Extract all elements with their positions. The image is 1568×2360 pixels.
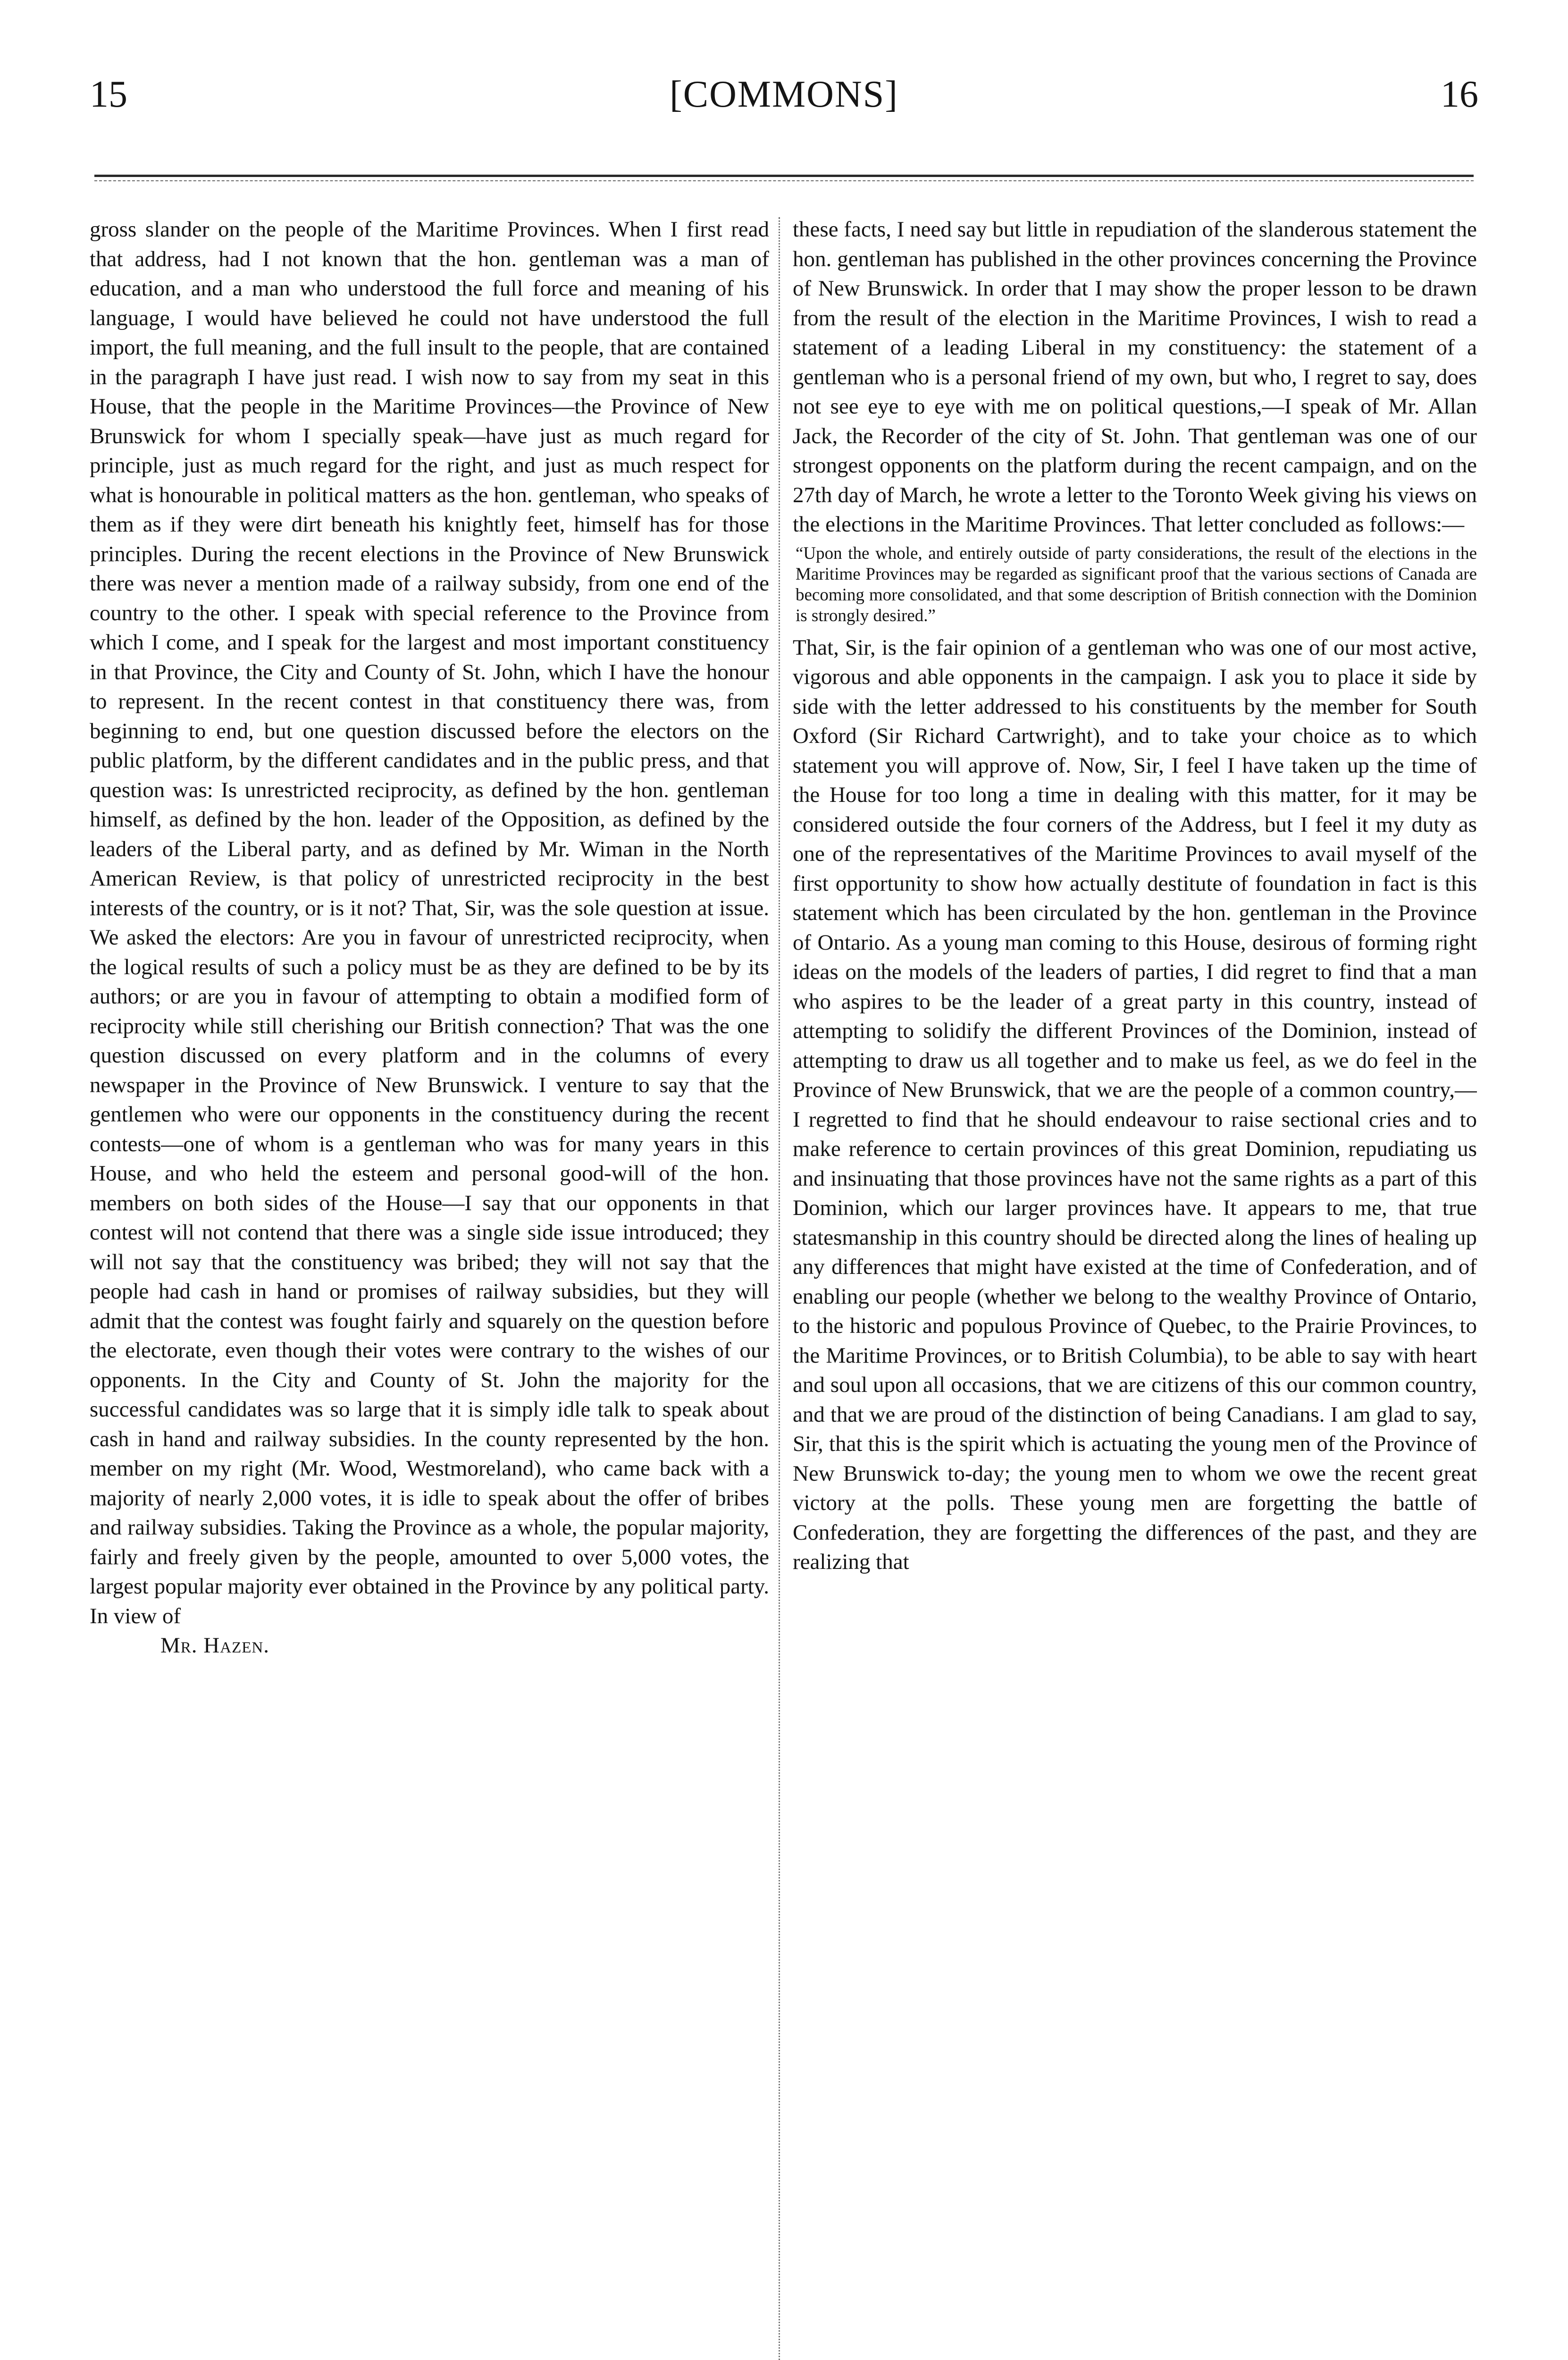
page-number-right: 16 [1441,74,1478,115]
right-column [793,215,1477,2360]
page-number-left: 15 [90,74,127,115]
block-quote: “Upon the whole, and entirely outside of party considerations, the result of the elections in the Maritime Provinces may be regarded as significant proof that the various sections of Canada are becoming more consolidated, and that some description of British connection with the Dominion is strongly desired.” [796,543,1477,625]
left-column-text: gross slander on the people of the Maritime Provinces. When I first read that address, had I not known that the hon. gentleman was a man of education, and a man who understood the full force and meaning of his language, I would have believed he could not have understood the full import, the full meaning, and the full insult to the people, that are contained in the paragraph I have just read. I wish now to say from my seat in this House, that the people in the Maritime Provinces—the Province of New Brunswick for whom I specially speak—have just as much regard for principle, just as much regard for the right, and just as much respect for what is honourable in political matters as the hon. gentleman, who speaks of them as if they were dirt beneath his knightly feet, himself has for those principles. During the recent elections in the Province of New Brunswick there was never a mention made of a railway subsidy, from one end of the country to the other. I speak with special reference to the Province from which I come, and I speak for the largest and most important constituency in that Province, the City and County of St. John, which I have the honour to represent. In the recent contest in that constituency there was, from beginning to end, but one question discussed before the electors on the public platform, by the different candidates and in the public press, and that question was: Is unrestricted reciprocity, as defined by the hon. gentleman himself, as defined by the hon. leader of the Opposition, as defined by the leaders of the Liberal party, and as defined by Mr. Wiman in the North American Review, is that policy of unrestricted reciprocity in the best interests of the country, or is it not? That, Sir, was the sole question at issue. We asked the electors: Are you in favour of unrestricted reciprocity, when the logical results of such a policy must be as they are defined to be by its authors; or are you in favour of attempting to obtain a modified form of reciprocity while still cherishing our British connection? That was the one question discussed on every platform and in the columns of every newspaper in the Province of New Brunswick. I venture to say that the gentlemen who were our opponents in the constituency during the recent contests—one of whom is a gentleman who was for many years in this House, and who held the esteem and personal good-will of the hon. members on both sides of the House—I say that our opponents in that contest will not contend that there was a single side issue introduced; they will not say that the constituency was bribed; they will not say that the people had cash in hand or promises of railway subsidies, but they will admit that the contest was fought fairly and squarely on the question before the electorate, even though their votes were contrary to the wishes of our opponents. In the City and County of St. John the majority for the successful candidates was so large that it is simply idle talk to speak about cash in hand and railway subsidies. In the county represented by the hon. member on my right (Mr. Wood, Westmoreland), who came back with a majority of nearly 2,000 votes, it is idle to speak about the offer of bribes and railway subsidies. Taking the Province as a whole, the popular majority, fairly and freely given by the people, amounted to over 5,000 votes, the largest popular majority ever obtained in the Province by any political party. In view of [90,217,769,1628]
right-column-text-after-quote: That, Sir, is the fair opinion of a gentleman who was one of our most active, vigorous and able opponents in the campaign. I ask you to place it side by side with the letter addressed to his constituents by the member for South Oxford (Sir Richard Cartwright), and to take your choice as to which statement you will approve of. Now, Sir, I feel I have taken up the time of the House for too long a time in dealing with this matter, for it may be considered outside the four corners of the Address, but I feel it my duty as one of the representatives of the Maritime Provinces to avail myself of the first opportunity to show how actually destitute of foundation in fact is this statement which has been circulated by the hon. gentleman in the Province of Ontario. As a young man coming to this House, desirous of forming right ideas on the models of the leaders of parties, I did regret to find that a man who aspires to be the leader of a great party in this country, instead of attempting to solidify the different Provinces of the Dominion, instead of attempting to draw us all together and to make us feel, as we do feel in the Province of New Brunswick, that we are the people of a common country,—I regretted to find that he should endeavour to raise sectional cries and to make reference to certain provinces of this great Dominion, repudiating us and insinuating that those provinces have not the same rights as a part of this Dominion, which our larger provinces have. It appears to me, that true statesmanship in this country should be directed along the lines of healing up any differences that might have existed at the time of Confederation, and of enabling our people (whether we belong to the wealthy Province of Ontario, to the historic and populous Province of Quebec, to the Prairie Provinces, to the Maritime Provinces, or to British Columbia), to be able to say with heart and soul upon all occasions, that we are citizens of this our common country, and that we are proud of the distinction of being Canadians. I am glad to say, Sir, that this is the spirit which is actuating the young men of the Province of New Brunswick to-day; the young men to whom we owe the recent great victory at the polls. These young men are forgetting the battle of Confederation, they are forgetting the differences of the past, and they are realizing that [793,635,1477,1574]
column-divider [779,217,780,2360]
page-header [90,71,1478,118]
running-title: [COMMONS] [670,74,898,115]
header-rule-dashed [94,180,1474,181]
right-column-text-before-quote: these facts, I need say but little in repudiation of the slanderous statement the hon. gentleman has published in the other provinces concerning the Province of New Brunswick. In order that I may show the proper lesson to be drawn from the result of the election in the Maritime Provinces, I wish to read a statement of a leading Liberal in my constituency: the statement of a gentleman who is a personal friend of my own, but who, I regret to say, does not see eye to eye with me on political questions,—I speak of Mr. Allan Jack, the Recorder of the city of St. John. That gentleman was one of our strongest opponents on the platform during the recent campaign, and on the 27th day of March, he wrote a letter to the Toronto Week giving his views on the elections in the Maritime Provinces. That letter concluded as follows:— [793,217,1477,537]
speaker-footer: Mr. Hazen. [160,1633,269,1658]
left-column [90,215,769,2360]
header-rule [94,175,1474,177]
